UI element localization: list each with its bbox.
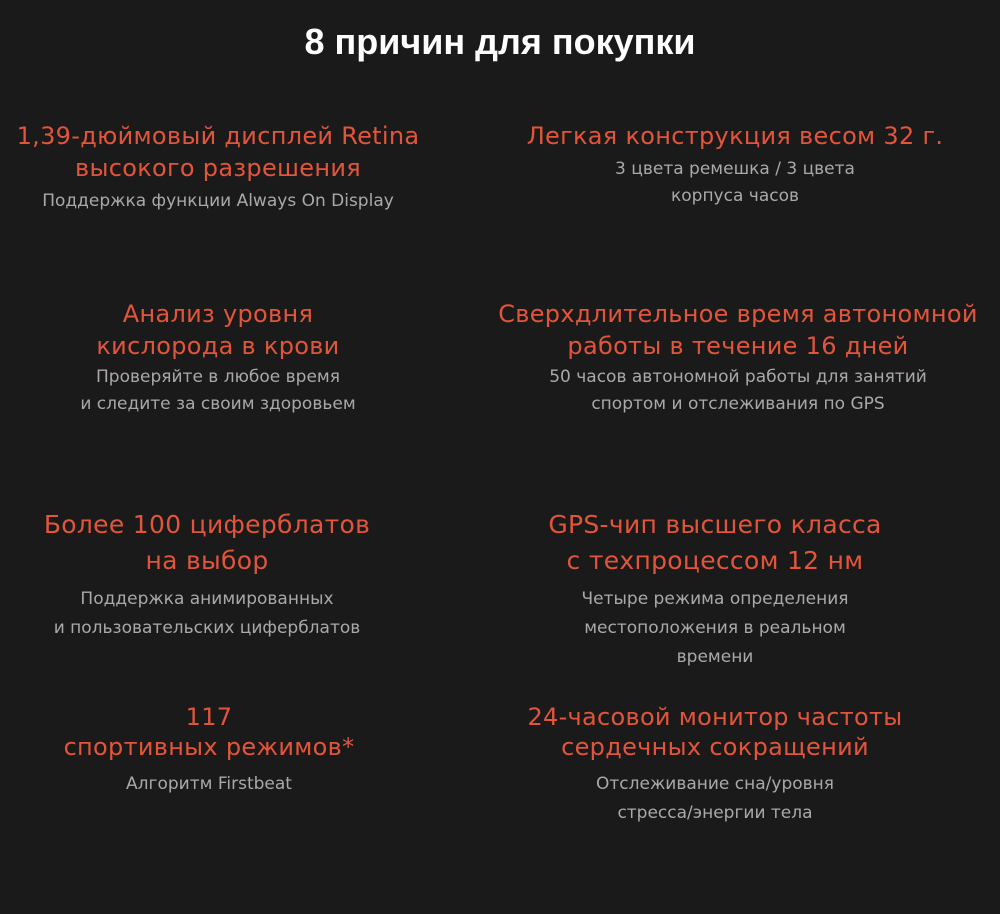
feature-title [465, 702, 965, 762]
feature-description-line: Проверяйте в любое время [96, 367, 340, 387]
feature-description-line: Поддержка анимированных [80, 589, 334, 609]
feature-description-line: Алгоритм Firstbeat [126, 774, 292, 794]
feature-title-line: спортивных режимов* [63, 733, 355, 761]
feature-title-line: работы в течение 16 дней [567, 332, 909, 360]
feature-description [0, 585, 414, 643]
feature-title-line: 117 [185, 703, 233, 731]
feature-description [0, 364, 436, 418]
feature-heart-rate [465, 702, 965, 828]
feature-title-line: 1,39-дюймовый дисплей Retina [16, 122, 420, 150]
feature-display [0, 120, 436, 215]
feature-description-line: Четыре режима определения [581, 589, 849, 609]
feature-gps-chip [465, 507, 965, 672]
feature-title-line: Сверхдлительное время автономной [498, 300, 978, 328]
feature-description [465, 585, 965, 672]
feature-title-line: кислорода в крови [96, 332, 340, 360]
feature-description [515, 156, 955, 210]
feature-lightweight [515, 120, 955, 210]
feature-description-line: и следите за своим здоровьем [80, 394, 356, 414]
feature-title [0, 298, 436, 362]
page-title: 8 причин для покупки [304, 21, 696, 62]
feature-title [0, 702, 418, 762]
feature-title-line: высокого разрешения [75, 154, 361, 182]
feature-description-line: местоположения в реальном [584, 618, 846, 638]
feature-description-line: времени [676, 647, 754, 667]
feature-title-line: 24-часовой монитор частоты [527, 703, 903, 731]
feature-description [480, 364, 996, 418]
feature-description-line: 50 часов автономной работы для занятий [549, 367, 927, 387]
feature-title-line: Анализ уровня [122, 300, 314, 328]
feature-description [465, 770, 965, 828]
feature-title [515, 120, 955, 152]
feature-description-line: стресса/энергии тела [617, 803, 813, 823]
feature-title-line: GPS-чип высшего класса [548, 510, 882, 539]
feature-title [0, 507, 414, 579]
feature-description [0, 188, 436, 215]
feature-title-line: с техпроцессом 12 нм [566, 546, 864, 575]
feature-description-line: 3 цвета ремешка / 3 цвета [615, 159, 855, 179]
feature-title [480, 298, 996, 362]
feature-title [0, 120, 436, 184]
feature-sport-modes [0, 702, 418, 799]
feature-title-line: Более 100 циферблатов [43, 510, 371, 539]
feature-description-line: спортом и отслеживания по GPS [591, 394, 885, 414]
feature-description-line: корпуса часов [670, 186, 800, 206]
feature-title-line: Легкая конструкция весом 32 г. [526, 122, 944, 150]
feature-description [0, 770, 418, 799]
feature-title-line: сердечных сокращений [561, 733, 869, 761]
feature-blood-oxygen [0, 298, 436, 418]
feature-title [465, 507, 965, 579]
feature-watch-faces [0, 507, 414, 643]
feature-description-line: и пользовательских циферблатов [53, 618, 361, 638]
feature-description-line: Поддержка функции Always On Display [42, 191, 394, 211]
feature-title-line: на выбор [145, 546, 269, 575]
feature-description-line: Отслеживание сна/уровня [596, 774, 834, 794]
feature-battery-life [480, 298, 996, 418]
